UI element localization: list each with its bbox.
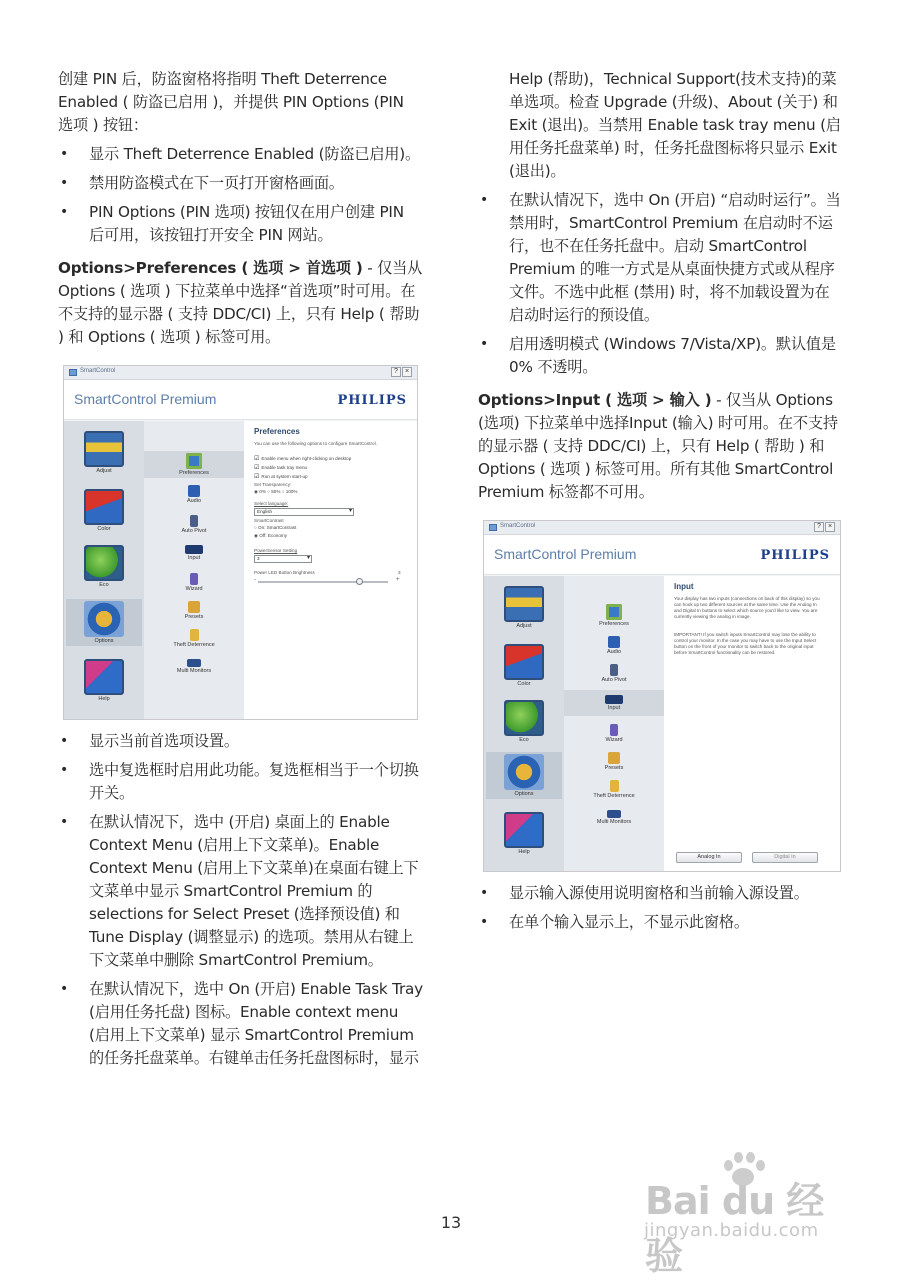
right-column (478, 68, 842, 940)
main-sidebar (484, 576, 564, 871)
subnav-item-auto-pivot[interactable] (144, 515, 244, 534)
lock-icon (610, 780, 619, 792)
app-header (64, 380, 417, 420)
input-description: Your display has two inputs (connections on back of this display) so you can hook up two different sources at the same time. Use the Analog In and Digital In buttons to select which source you'd like to view. You are currently viewing the analog in image. (674, 596, 820, 619)
list-item: • 禁用防盗模式在下一页打开窗格画面。 (58, 172, 423, 195)
subnav-label: Input (187, 555, 201, 561)
panel-intro: You can use the following options to configure SmartControl. (254, 441, 377, 446)
subnav-item-presets[interactable] (564, 752, 664, 771)
subnav-label: Multi Monitors (176, 668, 212, 674)
sidebar-item-color[interactable] (70, 489, 138, 532)
sidebar-label: Options (94, 638, 114, 644)
sidebar-label: Color (97, 526, 111, 532)
sidebar-label: Eco (519, 737, 529, 743)
subnav-item-audio[interactable] (144, 485, 244, 504)
led-max-value: 3 (398, 570, 401, 575)
brand-logo: PHILIPS (337, 393, 407, 408)
multi-monitor-icon (187, 659, 201, 667)
presets-icon (188, 601, 200, 613)
powersensor-select[interactable]: 3 ▾ (254, 555, 312, 563)
preferences-heading: Options>Preferences ( 选项 > 首选项 ) (58, 259, 363, 277)
slider-knob[interactable] (356, 578, 363, 585)
language-label: Select language: (254, 501, 289, 506)
sidebar-item-adjust[interactable] (490, 586, 558, 629)
continued-paragraph: Help (帮助)，Technical Support(技术支持)的菜单选项。检查 Upgrade (升级)、About (关于) 和 Exit (退出)。当禁用 Enable task tray menu (启用任务托盘菜单) 时，任务托盘图标将只显示 Exit (退出)。 (509, 70, 841, 180)
preferences-bullet-list (58, 730, 423, 1070)
subnav-label: Multi Monitors (596, 819, 632, 825)
input-heading: Options>Input ( 选项 > 输入 ) (478, 391, 712, 409)
sidebar-label: Help (98, 696, 110, 702)
preferences-icon (606, 604, 622, 620)
subnav-item-auto-pivot[interactable] (564, 664, 664, 683)
startup-checkbox[interactable]: ☑ Run at system start-up (254, 473, 308, 480)
minus-icon[interactable]: - (254, 577, 256, 583)
audio-icon (188, 485, 200, 497)
subnav-label: Auto Pivot (601, 677, 627, 683)
list-item: • 在默认情况下，选中 On (开启) “启动时运行”。当禁用时，SmartControl Premium 在启动时不运行，也不在任务托盘中。启动 SmartControl Premium 的唯一方式是从桌面快捷方式或从程序文件。不选中此框 (禁用) 时，将不加载设置为在启动时运行的预设值。 (478, 189, 842, 327)
adjust-icon (84, 431, 124, 467)
sidebar-label: Color (517, 681, 531, 687)
task-tray-checkbox[interactable]: ☑ Enable task tray menu (254, 464, 307, 471)
window-title: SmartControl (500, 523, 536, 529)
subnav-item-input[interactable] (144, 545, 244, 561)
app-header (484, 535, 840, 575)
input-screenshot (483, 520, 841, 872)
sidebar-item-adjust[interactable] (70, 431, 138, 474)
subnav-label: Audio (186, 498, 202, 504)
preferences-icon (186, 453, 202, 469)
smartcontrast-on-radio[interactable]: ○ On: SmartContrast (254, 525, 297, 530)
list-item: • 显示当前首选项设置。 (58, 730, 423, 753)
subnav-label: Theft Deterrence (173, 642, 215, 648)
options-subnav (564, 576, 664, 871)
subnav-label: Preferences (179, 470, 209, 476)
input-text: - 仅当从 Options (选项) 下拉菜单中选择Input (输入) 时可用。在不支持的显示器 ( 支持 DDC/CI) 上，只有 Help ( 帮助 ) 和 Options ( 选项 ) 标签可用。所有其他 SmartControl Premium 标签都不可用。 (478, 391, 838, 501)
analog-in-button[interactable]: Analog In (676, 852, 742, 863)
eco-icon (504, 700, 544, 736)
audio-icon (608, 636, 620, 648)
help-icon (84, 659, 124, 695)
list-item: • 启用透明模式 (Windows 7/Vista/XP)。默认值是 0% 不透明。 (478, 333, 842, 379)
sidebar-item-options[interactable] (66, 599, 142, 646)
transparency-radio-group[interactable]: ◉ 0% ○ 50% ○ 100% (254, 489, 298, 494)
context-menu-checkbox[interactable]: ☑ Enable menu when right-clicking on desktop (254, 455, 351, 462)
theft-bullet-list (58, 143, 423, 247)
input-icon (185, 545, 203, 554)
subnav-label: Wizard (605, 737, 623, 743)
sidebar-label: Eco (99, 582, 109, 588)
subnav-item-wizard[interactable] (144, 573, 244, 592)
auto-pivot-icon (610, 664, 618, 676)
sidebar-item-color[interactable] (490, 644, 558, 687)
wizard-icon (190, 573, 198, 585)
app-icon (69, 369, 77, 376)
intro-paragraph: 创建 PIN 后，防盗窗格将指明 Theft Deterrence Enabled ( 防盗已启用 )，并提供 PIN Options (PIN 选项 ) 按钮： (58, 70, 404, 134)
startup-bullet-list (478, 189, 842, 379)
options-gear-icon (84, 601, 124, 637)
subnav-label: Theft Deterrence (593, 793, 635, 799)
input-bullet-list (478, 882, 842, 934)
subnav-item-multi-monitors[interactable] (564, 810, 664, 825)
sidebar-label: Help (518, 849, 530, 855)
input-icon (605, 695, 623, 704)
sidebar-item-eco[interactable] (70, 545, 138, 588)
multi-monitor-icon (607, 810, 621, 818)
left-column (58, 68, 423, 1076)
plus-icon[interactable]: + (396, 577, 400, 583)
preferences-paragraph (58, 257, 423, 349)
subnav-item-input[interactable] (564, 690, 664, 716)
panel-title: Input (674, 582, 694, 591)
subnav-item-theft-deterrence[interactable] (144, 629, 244, 648)
preferences-text: - 仅当从 Options ( 选项 ) 下拉菜单中选择“首选项”时可用。在不支持的显示器 ( 支持 DDC/CI) 上，只有 Help ( 帮助 ) 和 Options ( 选项 ) 标签可用。 (58, 259, 423, 346)
list-item: • PIN Options (PIN 选项) 按钮仅在用户创建 PIN 后可用，该按钮打开安全 PIN 网站。 (58, 201, 423, 247)
transparency-label: Set Transparency: (254, 482, 292, 487)
sidebar-item-eco[interactable] (490, 700, 558, 743)
sidebar-item-options[interactable] (486, 752, 562, 799)
list-item: • 显示 Theft Deterrence Enabled (防盗已启用)。 (58, 143, 423, 166)
window-titlebar (484, 521, 840, 535)
subnav-item-multi-monitors[interactable] (144, 659, 244, 674)
adjust-icon (504, 586, 544, 622)
lock-icon (190, 629, 199, 641)
language-select[interactable]: English ▾ (254, 508, 354, 516)
smartcontrast-label: SmartContrast (254, 518, 284, 523)
wizard-icon (610, 724, 618, 736)
input-important-note: IMPORTANT! If you switch inputs SmartControl may lose the ability to control your monitor. In the case you may have to use the Input Select button on the front of your monitor to switch back to the original input before SmartControl functionality can be restored. (674, 632, 817, 655)
list-item: • 在默认情况下，选中 On (开启) Enable Task Tray (启用任务托盘) 图标。Enable context menu (启用上下文菜单) 显示 SmartControl Premium 的任务托盘菜单。右键单击任务托盘图标时，显示 (58, 978, 423, 1070)
preferences-screenshot (63, 365, 418, 720)
list-item: • 在默认情况下，选中 (开启) 桌面上的 Enable Context Menu (启用上下文菜单)。Enable Context Menu (启用上下文菜单)在桌面右键上下文菜单中显示 SmartControl Premium 的 selections for Select Preset (选择预设值) 和Tune Display (调整显示) 的选项。禁用从右键上下文菜单中删除 SmartControl Premium。 (58, 811, 423, 972)
sidebar-item-help[interactable] (70, 659, 138, 702)
subnav-label: Input (607, 705, 621, 711)
subnav-item-preferences[interactable] (144, 451, 244, 478)
main-sidebar (64, 421, 144, 719)
subnav-label: Presets (184, 614, 204, 620)
window-title: SmartControl (80, 368, 116, 374)
digital-in-button[interactable]: Digital In (752, 852, 818, 863)
auto-pivot-icon (190, 515, 198, 527)
subnav-label: Preferences (599, 621, 629, 627)
list-item: • 显示输入源使用说明窗格和当前输入源设置。 (478, 882, 842, 905)
powersensor-label: PowerSensor Setting (254, 548, 298, 553)
brand-logo: PHILIPS (760, 548, 830, 563)
presets-icon (608, 752, 620, 764)
led-brightness-label: Power LED Button Brightness (254, 570, 315, 575)
subnav-item-wizard[interactable] (564, 724, 664, 743)
sidebar-label: Adjust (516, 623, 532, 629)
preferences-panel (244, 421, 417, 719)
close-window-button[interactable]: × (825, 522, 835, 532)
watermark-url: jingyan.baidu.com (644, 1220, 819, 1241)
sidebar-label: Options (514, 791, 534, 797)
color-icon (504, 644, 544, 680)
help-window-button[interactable]: ? (391, 367, 401, 377)
subnav-item-theft-deterrence[interactable] (564, 780, 664, 799)
smartcontrast-off-radio[interactable]: ◉ Off: Economy (254, 533, 288, 538)
baidu-watermark (600, 1148, 860, 1278)
subnav-label: Auto Pivot (181, 528, 207, 534)
options-subnav (144, 421, 244, 719)
panel-title: Preferences (254, 427, 300, 436)
help-icon (504, 812, 544, 848)
subnav-label: Wizard (185, 586, 203, 592)
subnav-item-preferences[interactable] (564, 604, 664, 627)
page-number: 13 (440, 1213, 462, 1232)
list-item: • 在单个输入显示上，不显示此窗格。 (478, 911, 842, 934)
eco-icon (84, 545, 124, 581)
input-paragraph (478, 389, 842, 504)
sidebar-item-help[interactable] (490, 812, 558, 855)
subnav-item-presets[interactable] (144, 601, 244, 620)
input-panel (664, 576, 840, 871)
close-window-button[interactable]: × (402, 367, 412, 377)
window-titlebar (64, 366, 417, 380)
app-title: SmartControl Premium (74, 391, 217, 407)
color-icon (84, 489, 124, 525)
sidebar-label: Adjust (96, 468, 112, 474)
app-icon (489, 524, 497, 531)
app-title: SmartControl Premium (494, 546, 637, 562)
subnav-label: Audio (606, 649, 622, 655)
led-brightness-slider[interactable] (258, 581, 388, 583)
list-item: • 选中复选框时启用此功能。复选框相当于一个切换开关。 (58, 759, 423, 805)
help-window-button[interactable]: ? (814, 522, 824, 532)
watermark-logo: Bai du 经验 (645, 1179, 824, 1278)
options-gear-icon (504, 754, 544, 790)
subnav-item-audio[interactable] (564, 636, 664, 655)
subnav-label: Presets (604, 765, 624, 771)
